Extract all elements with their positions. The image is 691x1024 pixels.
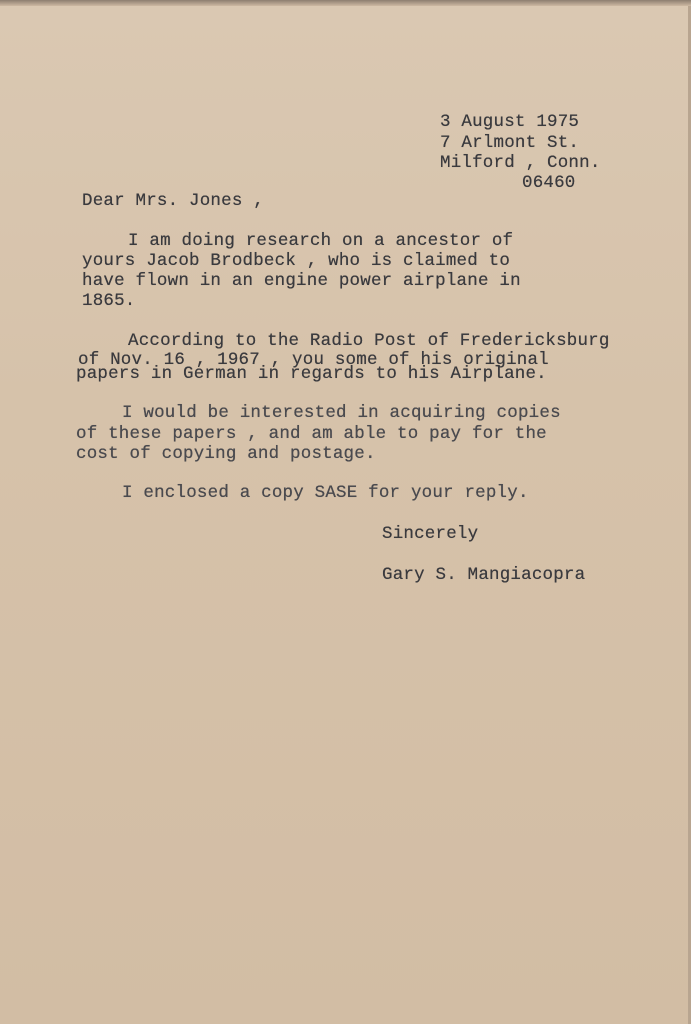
paragraph4: I enclosed a copy SASE for your reply. — [122, 483, 529, 503]
address-line-city: Milford , Conn. — [440, 153, 601, 173]
paragraph1-line3: have flown in an engine power airplane in — [82, 271, 521, 291]
paragraph3-line1: I would be interested in acquiring copies — [122, 403, 561, 423]
paragraph3-line3: cost of copying and postage. — [76, 444, 376, 464]
paragraph1-line2: yours Jacob Brodbeck , who is claimed to — [82, 251, 511, 271]
page-top-edge — [0, 0, 691, 6]
paragraph3-line2: of these papers , and am able to pay for the — [76, 424, 547, 444]
salutation: Dear Mrs. Jones , — [82, 191, 264, 211]
paragraph1-line4: 1865. — [82, 291, 136, 311]
address-line-zip: 06460 — [522, 173, 576, 193]
paragraph1-line1: I am doing research on a ancestor of — [128, 231, 514, 251]
paragraph2-line3: papers in German in regards to his Airplane. — [76, 364, 547, 384]
closing: Sincerely — [382, 524, 479, 544]
signature-typed-name: Gary S. Mangiacopra — [382, 565, 586, 585]
paragraph2-line2: of Nov. 16 , 1967 , you some of his original — [78, 350, 549, 370]
letter-date: 3 August 1975 — [440, 112, 580, 132]
address-line-street: 7 Arlmont St. — [440, 133, 580, 153]
paragraph2-line1: According to the Radio Post of Fredericksburg — [128, 331, 610, 351]
